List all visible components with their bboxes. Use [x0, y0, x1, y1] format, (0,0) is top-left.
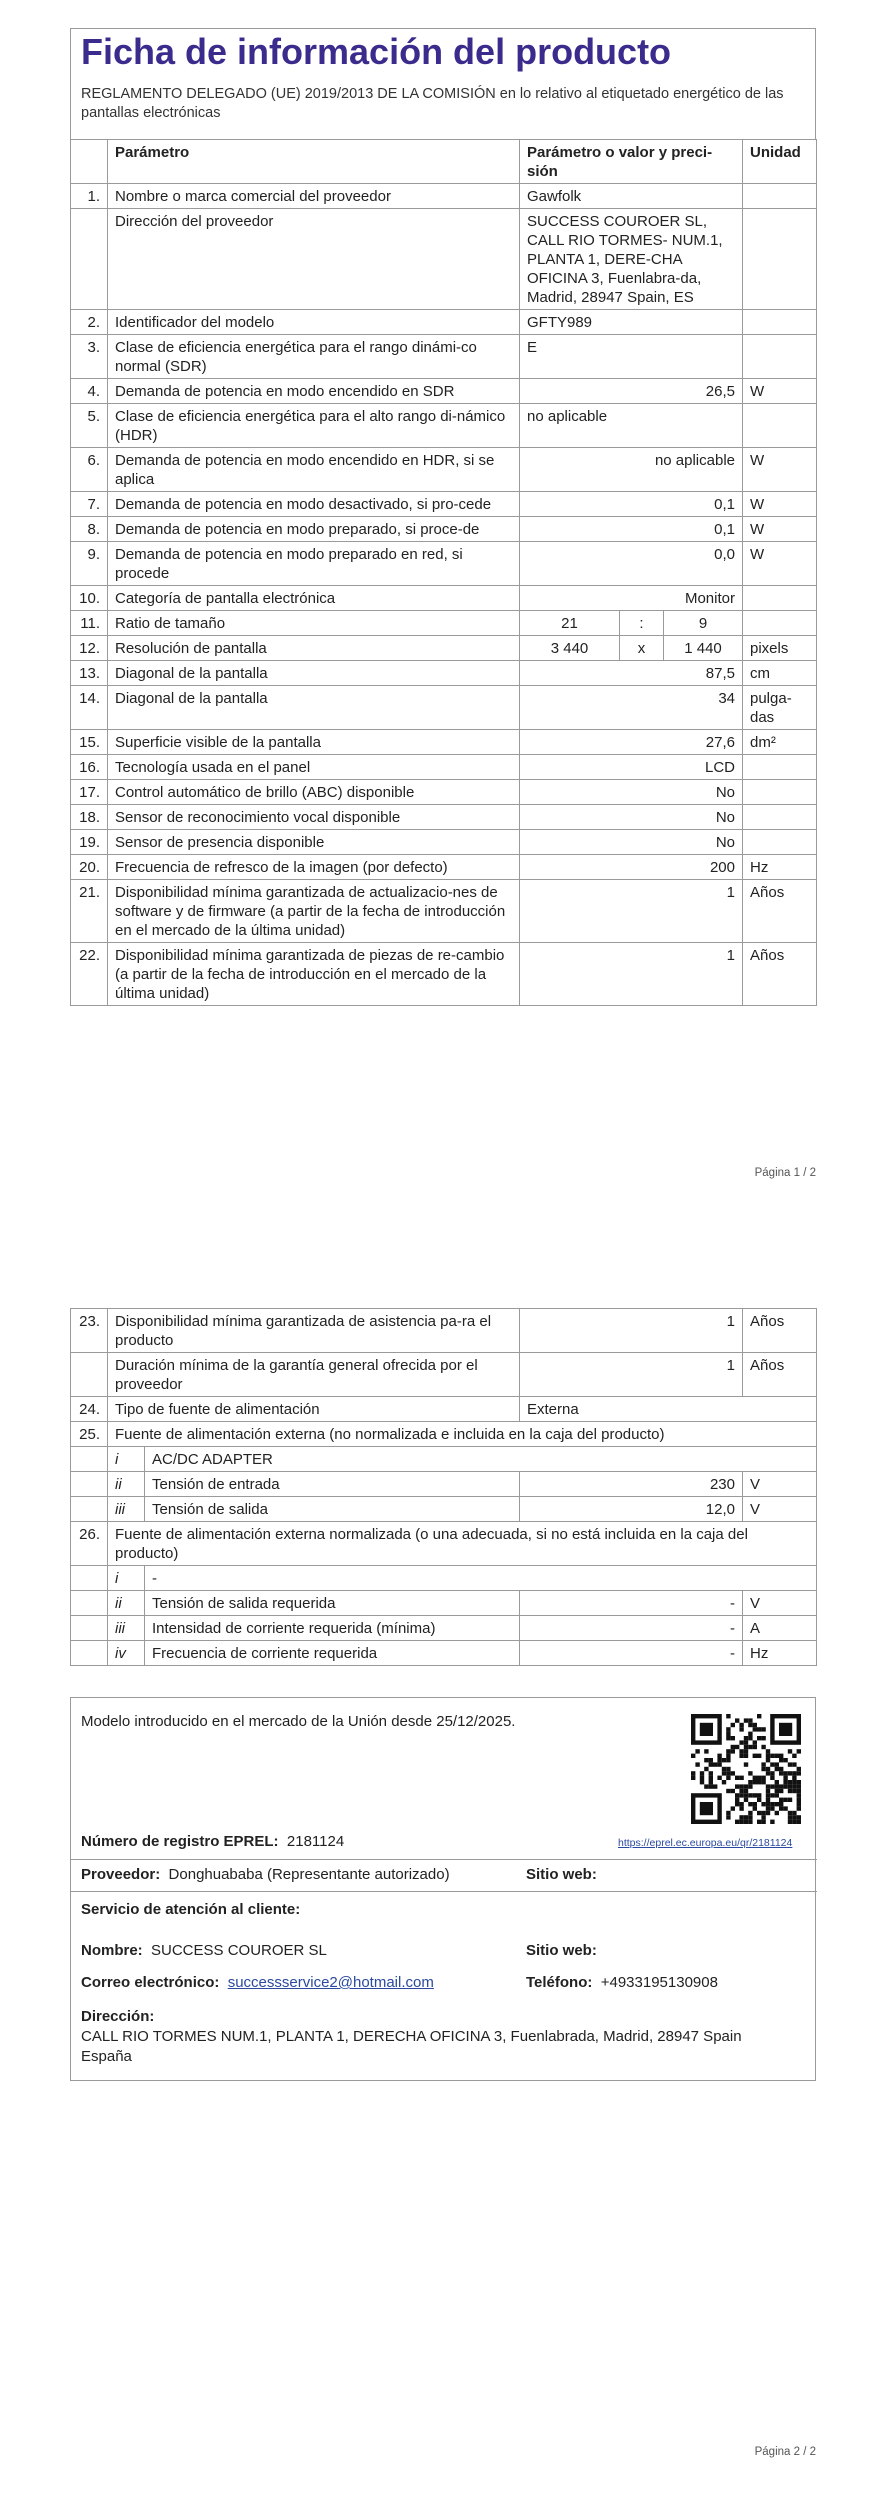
row-number: 19.: [71, 830, 108, 855]
row-value: 34: [520, 686, 743, 730]
row-unit: W: [743, 517, 817, 542]
row-number: 13.: [71, 661, 108, 686]
row-label: Fuente de alimentación externa (no normalizada e incluida en la caja del producto): [108, 1422, 817, 1447]
row-unit: [743, 586, 817, 611]
supplier-info-box: [70, 1697, 816, 2081]
table-row: [71, 492, 817, 517]
row-value: no aplicable: [520, 404, 743, 448]
address-label: Dirección:: [81, 2008, 155, 2025]
row-number: 14.: [71, 686, 108, 730]
row-number: 22.: [71, 943, 108, 1006]
row-number: 24.: [71, 1397, 108, 1422]
table-row: [71, 586, 817, 611]
email-link[interactable]: successservice2@hotmail.com: [227, 1974, 434, 1991]
table-row: [71, 448, 817, 492]
table-row: [71, 686, 817, 730]
value-a: 21: [520, 611, 620, 635]
row-value: No: [520, 780, 743, 805]
table-header-row: [71, 140, 817, 184]
row-label: Superficie visible de la pantalla: [108, 730, 520, 755]
row-value: Gawfolk: [520, 184, 743, 209]
row-number-empty: [71, 1447, 108, 1472]
table-row: [71, 880, 817, 943]
sub-value: -: [520, 1591, 743, 1616]
row-label: Demanda de potencia en modo encendido en HDR, si se aplica: [108, 448, 520, 492]
row-number: 17.: [71, 780, 108, 805]
row-number: 15.: [71, 730, 108, 755]
product-info-table-page1: [70, 139, 817, 1006]
row-label: Clase de eficiencia energética para el rango dinámi-co normal (SDR): [108, 335, 520, 379]
row-value: 1: [520, 1353, 743, 1397]
sub-value: -: [520, 1641, 743, 1666]
table-row: [71, 855, 817, 880]
row-number: 11.: [71, 611, 108, 636]
row-unit: Años: [743, 943, 817, 1006]
email-row: [81, 1974, 434, 1991]
row-value: Monitor: [520, 586, 743, 611]
sub-value: -: [520, 1616, 743, 1641]
row-value: 1: [520, 1309, 743, 1353]
table-row: [71, 310, 817, 335]
row-value: 200: [520, 855, 743, 880]
row-value: No: [520, 830, 743, 855]
table-row: [71, 517, 817, 542]
row-unit: [743, 310, 817, 335]
sub-value: 230: [520, 1472, 743, 1497]
sub-row: [71, 1447, 817, 1472]
row-unit: [743, 805, 817, 830]
roman-numeral: iii: [108, 1616, 145, 1641]
table-row: [71, 209, 817, 310]
row-number: 18.: [71, 805, 108, 830]
row-number: 23.: [71, 1309, 108, 1353]
table-row: [71, 636, 817, 661]
sub-label: Tensión de salida: [145, 1497, 520, 1522]
row-label: Frecuencia de refresco de la imagen (por defecto): [108, 855, 520, 880]
row-label: Sensor de reconocimiento vocal disponible: [108, 805, 520, 830]
row-value: Externa: [520, 1397, 817, 1422]
address-value: CALL RIO TORMES NUM.1, PLANTA 1, DERECHA OFICINA 3, Fuenlabrada, Madrid, 28947 Spain España: [81, 2028, 742, 2065]
table-row: [71, 830, 817, 855]
row-number: 21.: [71, 880, 108, 943]
row-label: Control automático de brillo (ABC) disponible: [108, 780, 520, 805]
product-info-table-page2: [70, 1308, 817, 1666]
row-unit: Años: [743, 880, 817, 943]
row-label: Identificador del modelo: [108, 310, 520, 335]
name-row: [81, 1942, 327, 1959]
eprel-link[interactable]: https://eprel.ec.europa.eu/qr/2181124: [618, 1837, 793, 1849]
row-label: Tecnología usada en el panel: [108, 755, 520, 780]
phone-row: [526, 1974, 718, 1991]
row-unit: cm: [743, 661, 817, 686]
row-unit: W: [743, 379, 817, 404]
row-unit: [743, 755, 817, 780]
table-row: [71, 611, 817, 636]
row-value: LCD: [520, 755, 743, 780]
row-value-split: [520, 636, 743, 661]
table-row: [71, 1353, 817, 1397]
sub-label: Tensión de entrada: [145, 1472, 520, 1497]
row-unit: [743, 830, 817, 855]
row-label: Clase de eficiencia energética para el alto rango di-námico (HDR): [108, 404, 520, 448]
sub-row: [71, 1616, 817, 1641]
row-unit: pulga-das: [743, 686, 817, 730]
row-number: 2.: [71, 310, 108, 335]
row-number: [71, 209, 108, 310]
row-value: no aplicable: [520, 448, 743, 492]
sub-row: [71, 1497, 817, 1522]
row-value: 0,0: [520, 542, 743, 586]
sub-unit: V: [743, 1472, 817, 1497]
row-label: Fuente de alimentación externa normalizada (o una adecuada, si no está incluida en la caja del producto): [108, 1522, 817, 1566]
row-number: 9.: [71, 542, 108, 586]
sub-unit: V: [743, 1497, 817, 1522]
row-label: Categoría de pantalla electrónica: [108, 586, 520, 611]
sheet-header: [70, 28, 816, 139]
row-value: 27,6: [520, 730, 743, 755]
row-unit: W: [743, 542, 817, 586]
phone-label: Teléfono:: [526, 1974, 593, 1991]
row-label: Demanda de potencia en modo encendido en SDR: [108, 379, 520, 404]
row-label: Disponibilidad mínima garantizada de piezas de re-cambio (a partir de la fecha de introducción en el mercado de la última unidad): [108, 943, 520, 1006]
sub-unit: Hz: [743, 1641, 817, 1666]
sub-unit: V: [743, 1591, 817, 1616]
qr-code-icon[interactable]: [691, 1714, 801, 1824]
row-number: 12.: [71, 636, 108, 661]
row-number-empty: [71, 1472, 108, 1497]
table-row: [71, 404, 817, 448]
email-label: Correo electrónico:: [81, 1974, 220, 1991]
roman-numeral: iii: [108, 1497, 145, 1522]
value-a: 3 440: [520, 636, 620, 660]
row-label: Diagonal de la pantalla: [108, 686, 520, 730]
row-unit: [743, 335, 817, 379]
row-unit: [743, 780, 817, 805]
row-value: 0,1: [520, 492, 743, 517]
supplier-row: [81, 1866, 450, 1883]
sub-unit: A: [743, 1616, 817, 1641]
row-label: Demanda de potencia en modo desactivado, si pro-cede: [108, 492, 520, 517]
row-unit: [743, 404, 817, 448]
row-value-split: [520, 611, 743, 636]
roman-numeral: ii: [108, 1591, 145, 1616]
table-row: [71, 335, 817, 379]
row-label: Duración mínima de la garantía general ofrecida por el proveedor: [108, 1353, 520, 1397]
sub-row: [71, 1566, 817, 1591]
row-label: Tipo de fuente de alimentación: [108, 1397, 520, 1422]
sub-row: [71, 1472, 817, 1497]
row-number: 8.: [71, 517, 108, 542]
row-value: GFTY989: [520, 310, 743, 335]
row-number-empty: [71, 1591, 108, 1616]
page-number-2: Página 2 / 2: [754, 2446, 816, 2458]
value-b: 1 440: [684, 640, 722, 657]
row-label: Disponibilidad mínima garantizada de actualizacio-nes de software y de firmware (a partir de la fecha de introducción en el mercado de la última unidad): [108, 880, 520, 943]
row-unit: pixels: [743, 636, 817, 661]
row-label: Diagonal de la pantalla: [108, 661, 520, 686]
regulation-subtitle: REGLAMENTO DELEGADO (UE) 2019/2013 DE LA COMISIÓN en lo relativo al etiquetado energético de las pantallas electrónicas: [81, 86, 784, 121]
sub-value: 12,0: [520, 1497, 743, 1522]
supplier-value: Donghuababa (Representante autorizado): [168, 1866, 450, 1883]
table-row: [71, 379, 817, 404]
value-separator: :: [620, 611, 664, 635]
row-label: Ratio de tamaño: [108, 611, 520, 636]
row-number: [71, 1353, 108, 1397]
name-label: Nombre:: [81, 1942, 143, 1959]
row-unit: Hz: [743, 855, 817, 880]
row-label: Nombre o marca comercial del proveedor: [108, 184, 520, 209]
header-value: Parámetro o valor y preci-sión: [520, 140, 743, 184]
roman-numeral: ii: [108, 1472, 145, 1497]
roman-numeral: iv: [108, 1641, 145, 1666]
table-row: [71, 661, 817, 686]
table-row: [71, 780, 817, 805]
row-number: 20.: [71, 855, 108, 880]
row-value: 87,5: [520, 661, 743, 686]
divider: [71, 1891, 817, 1892]
table-row: [71, 943, 817, 1006]
sub-label: -: [145, 1566, 817, 1591]
website-label: Sitio web:: [526, 1866, 597, 1883]
header-unit: Unidad: [743, 140, 817, 184]
table-row: [71, 1309, 817, 1353]
row-unit: W: [743, 448, 817, 492]
row-unit: [743, 209, 817, 310]
row-unit: [743, 611, 817, 636]
row-value: 1: [520, 880, 743, 943]
header-num: [71, 140, 108, 184]
customer-service-title: Servicio de atención al cliente:: [81, 1901, 301, 1918]
sub-label: Intensidad de corriente requerida (mínima): [145, 1616, 520, 1641]
sub-label: Tensión de salida requerida: [145, 1591, 520, 1616]
table-row: [71, 730, 817, 755]
value-separator: x: [620, 636, 664, 660]
row-label: Sensor de presencia disponible: [108, 830, 520, 855]
eprel-label: Número de registro EPREL:: [81, 1833, 279, 1850]
roman-numeral: i: [108, 1447, 145, 1472]
row-unit: Años: [743, 1353, 817, 1397]
eprel-number: 2181124: [286, 1833, 345, 1850]
row-number: 26.: [71, 1522, 108, 1566]
row-number: 1.: [71, 184, 108, 209]
name-value: SUCCESS COUROER SL: [151, 1942, 327, 1959]
divider: [71, 1859, 817, 1860]
row-label: Disponibilidad mínima garantizada de asistencia pa-ra el producto: [108, 1309, 520, 1353]
row-value: 0,1: [520, 517, 743, 542]
row-number: 4.: [71, 379, 108, 404]
sub-row: [71, 1641, 817, 1666]
page-title: Ficha de información del producto: [81, 31, 672, 72]
row-number-empty: [71, 1616, 108, 1641]
row-number-empty: [71, 1641, 108, 1666]
value-b: 9: [698, 615, 708, 632]
row-number: 5.: [71, 404, 108, 448]
row-value: E: [520, 335, 743, 379]
row-value: SUCCESS COUROER SL, CALL RIO TORMES- NUM.1, PLANTA 1, DERE-CHA OFICINA 3, Fuenlabra-da, Madrid, 28947 Spain, ES: [520, 209, 743, 310]
row-value: No: [520, 805, 743, 830]
row-value: 1: [520, 943, 743, 1006]
row-number: 16.: [71, 755, 108, 780]
table-row: [71, 1422, 817, 1447]
supplier-label: Proveedor:: [81, 1866, 161, 1883]
row-label: Dirección del proveedor: [108, 209, 520, 310]
row-unit: Años: [743, 1309, 817, 1353]
row-label: Demanda de potencia en modo preparado en red, si procede: [108, 542, 520, 586]
table-row: [71, 184, 817, 209]
sub-row: [71, 1591, 817, 1616]
sub-label: Frecuencia de corriente requerida: [145, 1641, 520, 1666]
website-label-service: Sitio web:: [526, 1942, 597, 1959]
table-row: [71, 1522, 817, 1566]
table-row: [71, 542, 817, 586]
market-date-text: Modelo introducido en el mercado de la Unión desde 25/12/2025.: [81, 1713, 516, 1730]
roman-numeral: i: [108, 1566, 145, 1591]
table-row: [71, 755, 817, 780]
row-number: 25.: [71, 1422, 108, 1447]
row-number-empty: [71, 1566, 108, 1591]
table-row: [71, 805, 817, 830]
phone-value: +4933195130908: [600, 1974, 718, 1991]
row-number: 10.: [71, 586, 108, 611]
sub-label: AC/DC ADAPTER: [145, 1447, 817, 1472]
row-number-empty: [71, 1497, 108, 1522]
row-unit: W: [743, 492, 817, 517]
row-unit: [743, 184, 817, 209]
page-number-1: Página 1 / 2: [754, 1167, 816, 1179]
row-number: 6.: [71, 448, 108, 492]
eprel-row: [81, 1833, 344, 1850]
row-label: Resolución de pantalla: [108, 636, 520, 661]
row-number: 7.: [71, 492, 108, 517]
header-param: Parámetro: [108, 140, 520, 184]
row-label: Demanda de potencia en modo preparado, si proce-de: [108, 517, 520, 542]
row-number: 3.: [71, 335, 108, 379]
row-value: 26,5: [520, 379, 743, 404]
table-row: [71, 1397, 817, 1422]
row-unit: dm²: [743, 730, 817, 755]
